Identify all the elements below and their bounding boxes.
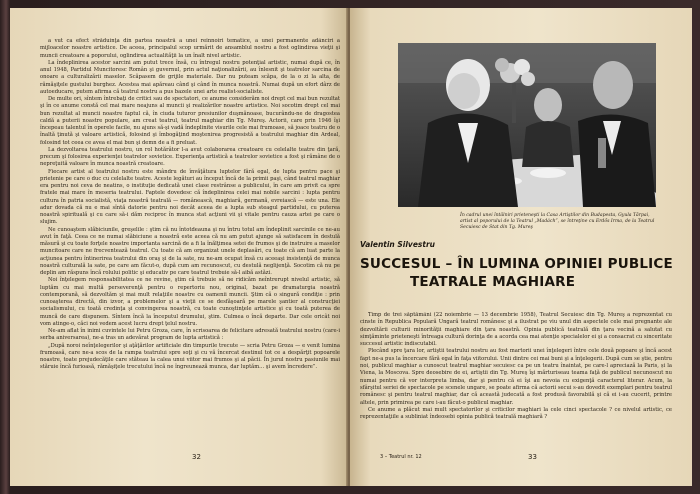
right-paragraph: Timp de trei săptămâni (22 noiembrie — 13 decembrie 1958), Teatrul Secuiesc din Tg. Mureş a reprezentat cu cinste în Republica Populară Ungară teatrul românesc şi a ilustrat pe viu unul din aspectele cele mai pregnante ale dezvoltării culturii minorităţii maghiare din ţara noastră. Opinia publică teatrală din ţara vecină a salutat cu simţăminte prieteneşti întreaga cultură dorinţa de a acorda cea mai atenţie specialelor ei şi a consacrat cu sinceritate succesul artistic indiscutabil. bbox=[360, 312, 672, 348]
issue-footer: 3 – Teatrul nr. 12 bbox=[380, 454, 422, 460]
headline-line: SUCCESUL – ÎN LUMINA OPINIEI PUBLICE bbox=[360, 256, 673, 272]
left-paragraph: Ne-am aflat în inimi cuvintele lui Petru Groza, care, în scrisoarea de felicitare adresată teatrului nostru (care-i serba aniversarea), ne-a tras un adevărat program de lupta artistică : bbox=[40, 328, 340, 342]
left-paragraph: „După noroi neînţelegerilor şi aţâţărilor artificiale din timpurile trecute — scria Petru Groza — e venit lumina frumoasă, care ne-a scos de la rampa teatrului spre soţi şi cu vă încercat destinul tot ce a despărţit popoarele noastre, toate prejudecăţile care stăteau la calea unui viitor mai frumos şi al păcii. În jurul nostru pasiunile mai stăruie încă furioasă, rămăşiţele trecutului încă ne îngreunează munca, dar luptăm... şi avem încredere”. bbox=[40, 342, 340, 371]
photo-caption: În cadrul unei întâlniri prieteneşti la Casa Artiştilor din Budapesta, Gyula Tărpai, artist al poporului de la Teatrul „Madách”, se întreţine cu Erdős Irma, de la Teatrul Secuiesc de Stat din Tg. Mureş bbox=[460, 213, 655, 230]
right-paragraph: Ce anume a plăcut mai mult spectatorilor şi criticilor maghiari la cele cinci spectacole ? ce nivelul artistic, ce reprezentaţiile a subliniat îndeosebi opinia publică teatrală maghiară ? bbox=[360, 406, 672, 421]
right-page bbox=[350, 8, 692, 486]
article-photo bbox=[398, 43, 656, 207]
left-paragraph: Ne cunoaştem slăbiciunile, greşelile : ştim că nu întotdeauna şi nu întru totul am îndeplinit sarcinile ce ne-au avut în faţă. Ceea ce ne numai slăbiciune a noastră este aceea că nu am putut ajunge să satisfacem în destulă măsură şi cu toate forţele noastre importanta sarcină de a fi la înălţimea setei de frumos şi de instruire a maselor muncitoare care ne frecventează teatrul. Cu toate că am organizat unele deplasări, cu toate că am luat parte la acţiunea pentru întinerirea teatrului din oraş şi de la sate, nu ne-am ocupat însă cu aceeaşi insistenţă de munca noastră culturală la sate, pe care am făcut-o, după cum am recunoscut, cu destulă neglijenţă. Socotim că nu pe deplin am răspuns încă rolului politic şi educativ pe care teatrul trebuie să-l aibă astăzi. bbox=[40, 226, 340, 276]
left-page-text bbox=[40, 38, 340, 463]
article-author: Valentin Silvestru bbox=[360, 240, 435, 249]
left-paragraph: a vut ca efect străduinţa din partea noastră a unei reînnoiri tematice, a unei permanente adânciri a mijloacelor noastre artistice. De aceea, principalul scop urmărit de ansamblul nostru a fost oglindirea vieţii şi muncii creatoare a poporului, oglindirea actualităţii la un înalt nivel artistic. bbox=[40, 38, 340, 59]
right-page-text bbox=[360, 312, 672, 448]
right-paragraph: Plecând spre ţara lor, artiştii teatrului nostru au fost martorii unei înţelegeri între cele două popoare şi încă acest fapt ne-a pus la încercare fără egal în faţa viitorului. Unii dintre cei mai buni şi a înţelegerii. După cum se ştie, pentru noi, publicul maghiar a cunoscut teatrul maghiar secuiesc ca pe un teatru înaintat, pe care-l apreciază la Paris, și la Viena, la Moscova. Spre deosebire de ei, artiştii din Tg. Mureş îşi mărturiseau teama faţă de publicul necunoscut nu numai pentru că vor interpreta limba, dar şi pentru că ei îşi au nevoia cu exigenţă caracterul literar. Acum, la sfârşitul seriei de spectacole pe scenele ungare, se poate afirma că actorii secui s-au dovedit exemplari pentru teatrul românesc şi pentru teatrul maghiar, dar că aceastã judecată a fost produsă favorabilă şi că ei i-au cucerit, printre altele, prin primirea pe care i-au făcut-o publicul maghiar. bbox=[360, 348, 672, 406]
left-paragraph: La îndeplinirea acestor sarcini am putut trece însă, cu întregul nostru potenţial artistic, numai după ce, în anul 1948, Partidul Muncitoresc Român şi guvernul, prin actul naţionalizării, au înlesnit şi teatrelor sarcina de onoare a culturalizării maselor. Scăpasem de grijile materiale. Dar nu puteam scăpa, de la o zi la alta, de rămăşiţele gustului burghez. Acestea mai apăreau când şi când în munca noastră. Numai după un efort dârz de autoeducare, putem afirma că teatrul nostru a pus bazele unei arte realist-socialiste. bbox=[40, 59, 340, 95]
page-number-left: 32 bbox=[192, 453, 201, 461]
left-paragraph: De multe ori, sîntem întrebaţi de critici sau de spectatori, ce anume considerăm noi drept cel mai bun rezultat şi în ce anume constă cel mai mare neajuns al muncii şi realizărilor noastre artistice. Noi socotim drept cel mai bun rezultat al muncii noastre faptul că, în ciuda tuturor presiunilor duşmănoase, bucurându-ne de dragostea caldă a puterii noastre populare, am creat teatrul, teatrul maghiar din Tg. Mureş. Actorii, care prin 1946 îşi începeau talentul în operele facile, nu ajuns să-şi vadă îndeplinite visurile cele mai frumoase, să joace teatru de o înaltă ţinută şi valoare artistică, folosind şi îmbogăţind moştenirea progresistă a teatrului maghiar din Ardeal, folosind tot ceea ce avea el mai bun şi demn de a fi preluat. bbox=[40, 96, 340, 146]
headline-line: TEATRALE MAGHIARE bbox=[410, 274, 576, 290]
left-paragraph: Fiecare artist al teatrului nostru este mândru de învăţătura luptelor fără egal, de lupta pentru pace şi prietenie pe care o duc cu celelalte teatre. Aceste legături au început încă de la primii paşi, când teatrul maghiar era pentru noi ceva de neatins, o instituţie dedicată unei clase restrânse a publicului, în care am privit ca spre fratele mai mare în meseria teatrului. Faptele dovedesc că îndeplinirea celei mai nobile sarcini : lupta pentru cultura în patria socialistă, viaţa noastră teatrală — românească, maghiară, germană, evreiască — este una. Ele adur dovada că nu e mai sîntă datorie pentru noi decât aceea de a lupta sub steagul partidului, cu puterea noastră spirituală şi cu care să-i dăm reciproc în munca stat acţiuni vii şi vitale pentru cauza artei pe care o slujim. bbox=[40, 168, 340, 226]
left-paragraph: Noi înţelegem responsabilitatea ce ne revine, ştim că trebuie să ne ridicăm neîntrerupt nivelul artistic, să luptăm cu mai multă perseverenţă pentru o repertoriu nou, original, bazat pe dramaturgia noastră contemporană, să dezvoltăm şi mai mult relaţiile noastre cu oamenii muncii. Ştim că o singură condiţie : prin cunoaşterea directă, din izvor, a problemelor şi a vieţii ce se desfăşoară pe marele şantier al construcţiei socialismului, cu toată credinţa şi convingerea noastră, cu toate cunoştinţele artistice şi cu toată puterea de muncă de care dispunem. Sîntem încă la începutul drumului, ştim. Culmea o încă departe. Dar cele oricât noi vom atinge-o, căci noi vedem acest lucru drept ţelul nostru. bbox=[40, 277, 340, 327]
photo-illustration bbox=[398, 43, 656, 207]
article-headline bbox=[360, 255, 680, 291]
left-page bbox=[10, 8, 348, 486]
page-number-right: 33 bbox=[528, 453, 537, 461]
left-paragraph: La dezvoltarea teatrului nostru, un rol hotărâtor l-a avut colaborarea creatoare cu celelalte teatre din ţară, precum şi folosirea experienţei teatrelor sovietice. Experienţa artistică a teatrelor sovietice a fost şi rămâne de o nepreţuită valoare în munca noastră creatoare. bbox=[40, 146, 340, 168]
